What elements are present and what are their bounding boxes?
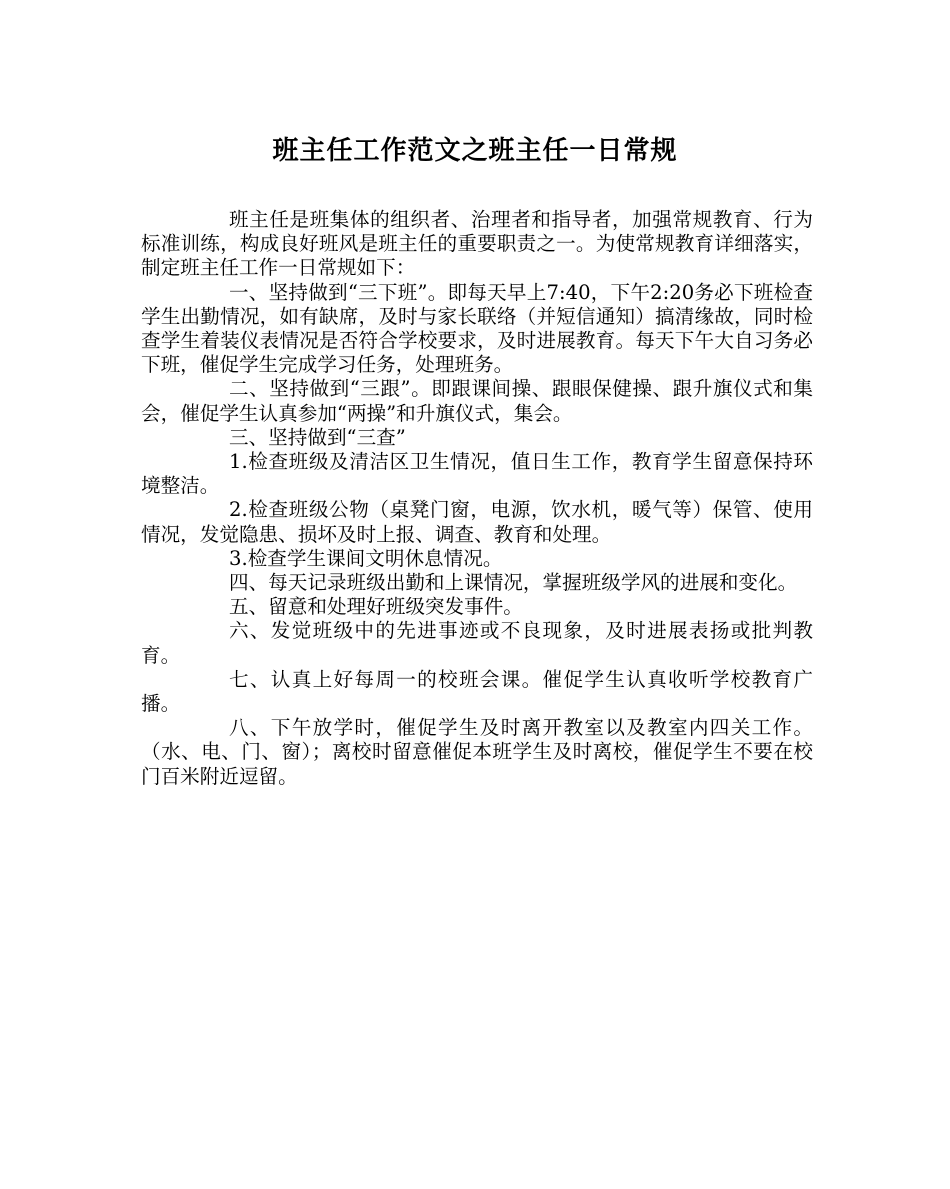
paragraph-item-4: 四、每天记录班级出勤和上课情况，掌握班级学风的进展和变化。 [229,571,798,595]
paragraph-item-3-3: 3.检查学生课间文明休息情况。 [229,546,503,570]
document-title: 班主任工作范文之班主任一日常规 [272,136,678,166]
paragraph-item-2: 二、坚持做到“三跟”。即跟课间操、跟眼保健操、跟升旗仪式和集会，催促学生认真参加“两操”和升旗仪式，集会。 [141,377,813,425]
paragraph-item-7: 七、认真上好每周一的校班会课。催促学生认真收听学校教育广播。 [141,667,813,716]
paragraph-item-5: 五、留意和处理好班级突发事件。 [229,595,523,619]
paragraph-item-1: 一、坚持做到“三下班”。即每天早上7:40，下午2:20务必下班检查学生出勤情况，如有缺席，及时与家长联络（并短信通知）搞清缘故，同时检查学生着装仪表情况是否符合学校要求，及时进展教育。每天下午大自习务必下班，催促学生完成学习任务，处理班务。 [141,280,813,377]
paragraph-item-6: 六、发觉班级中的先进事迹或不良现象，及时进展表扬或批判教育。 [141,619,813,667]
document-body [141,208,813,789]
paragraph-item-3-2: 2.检查班级公物（桌凳门窗，电源，饮水机，暖气等）保管、使用情况，发觉隐患、损坏及时上报、调查、教育和处理。 [141,498,813,546]
paragraph-intro: 班主任是班集体的组织者、治理者和指导者，加强常规教育、行为标准训练，构成良好班风是班主任的重要职责之一。为使常规教育详细落实，制定班主任工作一日常规如下： [141,208,813,280]
paragraph-item-8: 八、下午放学时，催促学生及时离开教室以及教室内四关工作。（水、电、门、窗）；离校时留意催促本班学生及时离校，催促学生不要在校门百米附近逗留。 [141,716,813,788]
paragraph-item-3-1: 1.检查班级及清洁区卫生情况，值日生工作，教育学生留意保持环境整洁。 [141,450,813,498]
paragraph-item-3: 三、坚持做到“三查” [229,425,406,449]
